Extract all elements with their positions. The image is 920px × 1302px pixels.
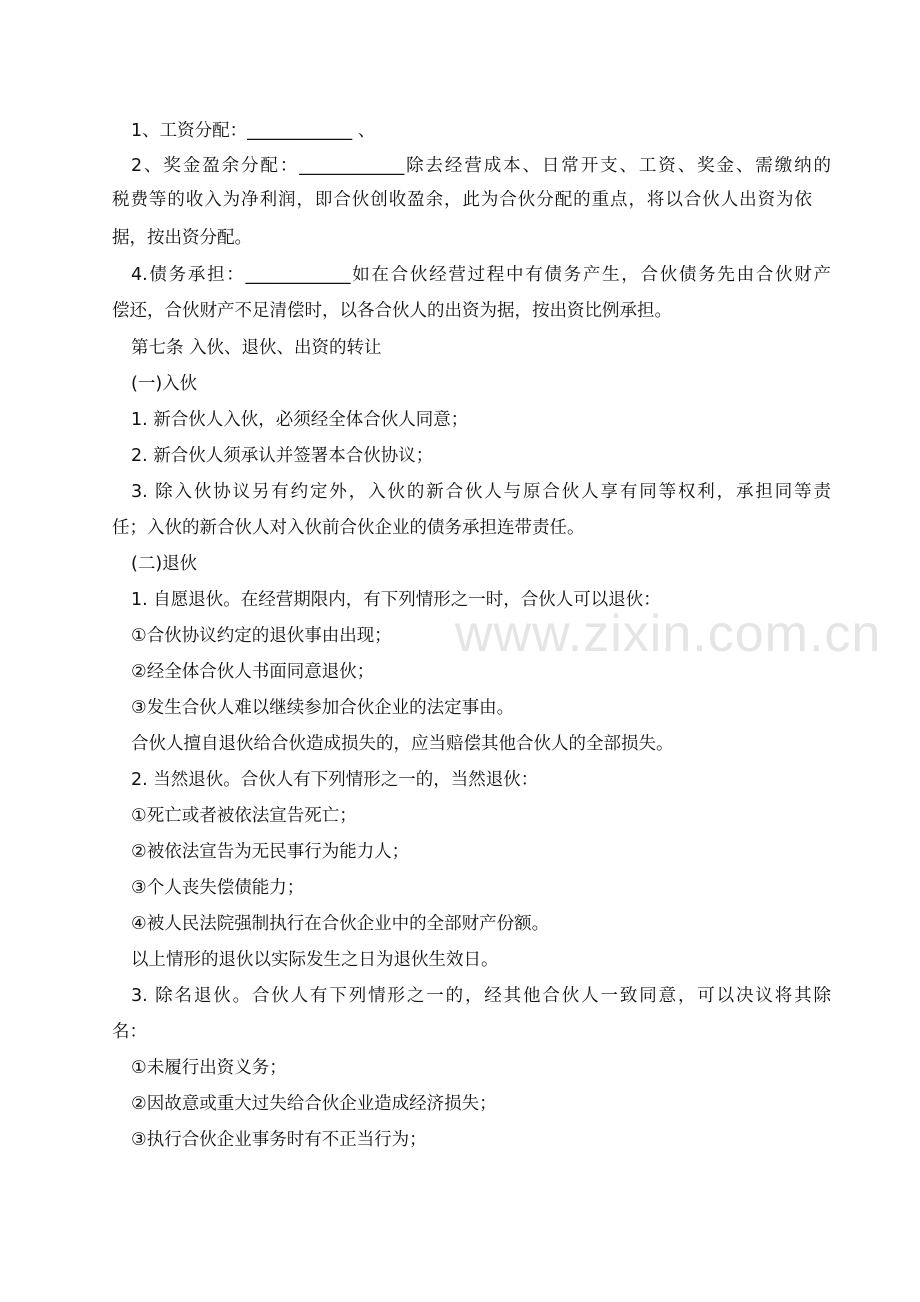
automatic-case-1: ①死亡或者被依法宣告死亡； — [131, 806, 357, 826]
watermark: www.zixin.com.cn — [455, 605, 882, 663]
section-withdraw-heading: (二)退伙 — [131, 554, 198, 574]
voluntary-case-3: ③发生合伙人难以继续参加合伙企业的法定事由。 — [131, 698, 515, 718]
expulsion-case-3: ③执行合伙企业事务时有不正当行为； — [131, 1130, 427, 1150]
automatic-case-4: ④被人民法院强制执行在合伙企业中的全部财产份额。 — [131, 914, 550, 934]
join-item-2: 2. 新合伙人须承认并签署本合伙协议； — [131, 446, 434, 466]
join-item-3-line-1: 3. 除入伙协议另有约定外，入伙的新合伙人与原合伙人享有同等权利，承担同等责 — [131, 482, 831, 502]
article-7-heading: 第七条 入伙、退伙、出资的转让 — [131, 338, 382, 358]
withdraw-expulsion-line-2: 名： — [112, 1022, 147, 1042]
join-item-1: 1. 新合伙人入伙，必须经全体合伙人同意； — [131, 410, 469, 430]
unauthorized-withdraw: 合伙人擅自退伙给合伙造成损失的，应当赔偿其他合伙人的全部损失。 — [131, 734, 674, 754]
para-bonus-line-2: 税费等的收入为净利润，即合伙创收盈余，此为合伙分配的重点，将以合伙人出资为依 — [112, 190, 812, 210]
expulsion-case-2: ②因故意或重大过失给合伙企业造成经济损失； — [131, 1094, 497, 1114]
para-bonus-line-1: 2、奖金盈余分配：____________除去经营成本、日常开支、工资、奖金、需缴纳的 — [131, 156, 831, 176]
para-debt-line-2: 偿还，合伙财产不足清偿时，以各合伙人的出资为据，按出资比例承担。 — [112, 301, 672, 321]
effective-date-note: 以上情形的退伙以实际发生之日为退伙生效日。 — [131, 950, 499, 970]
withdraw-voluntary: 1. 自愿退伙。在经营期限内，有下列情形之一时，合伙人可以退伙： — [131, 590, 661, 610]
withdraw-automatic: 2. 当然退伙。合伙人有下列情形之一的，当然退伙： — [131, 770, 539, 790]
voluntary-case-2: ②经全体合伙人书面同意退伙； — [131, 662, 375, 682]
section-join-heading: (一)入伙 — [131, 374, 198, 394]
voluntary-case-1: ①合伙协议约定的退伙事由出现； — [131, 626, 392, 646]
para-wage-distribution: 1、工资分配：____________ 、 — [131, 121, 376, 141]
expulsion-case-1: ①未履行出资义务； — [131, 1058, 287, 1078]
join-item-3-line-2: 任；入伙的新合伙人对入伙前合伙企业的债务承担连带责任。 — [112, 518, 585, 538]
automatic-case-2: ②被依法宣告为无民事行为能力人； — [131, 842, 410, 862]
withdraw-expulsion-line-1: 3. 除名退伙。合伙人有下列情形之一的，经其他合伙人一致同意，可以决议将其除 — [131, 986, 831, 1006]
automatic-case-3: ③个人丧失偿债能力； — [131, 878, 305, 898]
para-bonus-line-3: 据，按出资分配。 — [112, 228, 252, 248]
para-debt-line-1: 4.债务承担：____________如在合伙经营过程中有债务产生，合伙债务先由合伙财产 — [131, 265, 831, 285]
